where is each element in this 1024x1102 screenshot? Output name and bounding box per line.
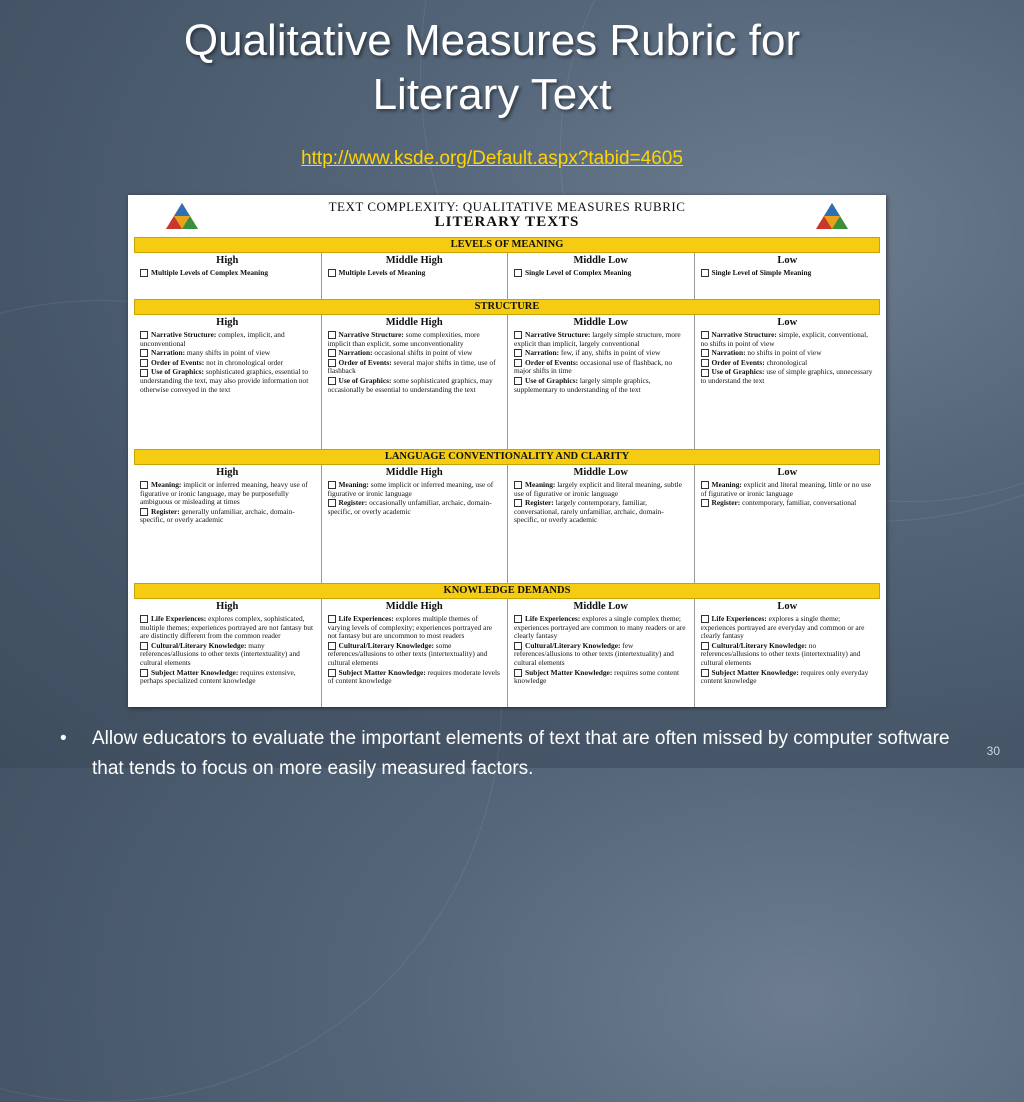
checkbox-icon bbox=[140, 359, 148, 367]
item-label: Register: bbox=[338, 498, 368, 508]
rubric-item bbox=[328, 359, 502, 376]
item-text: explores a single complex theme; experiences portrayed are common to many readers or are clearly fantasy bbox=[514, 615, 686, 641]
rubric-item bbox=[701, 331, 875, 348]
rubric-cell bbox=[701, 331, 875, 449]
rubric-item bbox=[140, 368, 315, 394]
item-text: chronological bbox=[764, 357, 808, 367]
item-label: Life Experiences: bbox=[525, 615, 581, 623]
item-text: many references/allusions to other texts (intertextuality) and cultural elements bbox=[140, 640, 300, 667]
rubric-item bbox=[140, 359, 315, 368]
rubric-cell bbox=[514, 481, 688, 583]
column-header: Low bbox=[777, 601, 798, 612]
rubric-subtitle: LITERARY TEXTS bbox=[434, 214, 580, 230]
item-text: several major shifts in time, use of flashback bbox=[327, 357, 496, 376]
item-text: explores complex, sophisticated, multiple themes; experiences portrayed are not fantasy but are distinctly different from the common reader bbox=[140, 615, 314, 641]
rubric-row bbox=[134, 253, 880, 299]
rubric-column bbox=[134, 465, 321, 583]
item-text: some implicit or inferred meaning, use of figurative or ironic language bbox=[327, 481, 494, 498]
checkbox-icon bbox=[701, 499, 709, 507]
item-label: Meaning: bbox=[711, 481, 742, 489]
item-label: Narration: bbox=[151, 348, 186, 358]
checkbox-icon bbox=[140, 269, 148, 277]
rubric-item bbox=[328, 615, 502, 641]
item-label: Use of Graphics: bbox=[151, 367, 204, 377]
item-label: Order of Events: bbox=[338, 357, 392, 367]
rubric-item bbox=[701, 669, 875, 686]
item-label: Meaning: bbox=[525, 481, 556, 489]
rubric-item bbox=[514, 349, 688, 358]
rubric-header bbox=[128, 195, 886, 237]
item-text: largely explicit and literal meaning, subtle use of figurative or ironic language bbox=[514, 481, 682, 498]
rubric-column bbox=[694, 599, 881, 707]
rubric-item bbox=[328, 499, 502, 516]
slide-title-line2: Literary Text bbox=[372, 70, 612, 119]
rubric-item bbox=[701, 615, 875, 641]
item-label: Life Experiences: bbox=[711, 615, 767, 623]
rubric-column bbox=[694, 315, 881, 449]
triangle-logo-icon bbox=[814, 201, 850, 231]
item-label: Narration: bbox=[525, 348, 560, 358]
item-text: not in chronological order bbox=[204, 357, 284, 367]
rubric-item bbox=[140, 508, 315, 525]
checkbox-icon bbox=[701, 349, 709, 357]
rubric-section bbox=[134, 237, 880, 299]
rubric-item bbox=[701, 359, 875, 368]
rubric-section bbox=[134, 299, 880, 449]
item-label: Subject Matter Knowledge: bbox=[151, 667, 239, 677]
column-header: Middle Low bbox=[573, 601, 629, 612]
rubric-cell bbox=[328, 481, 502, 583]
rubric-item bbox=[328, 331, 502, 348]
item-text: few references/allusions to other texts (intertextuality) and cultural elements bbox=[514, 640, 674, 667]
item-label: Cultural/Literary Knowledge: bbox=[338, 640, 434, 650]
rubric-item bbox=[140, 615, 315, 641]
item-label: Order of Events: bbox=[525, 357, 579, 367]
item-text: occasionally unfamiliar, archaic, domain-specific, or overly academic bbox=[327, 498, 492, 516]
item-label: Order of Events: bbox=[711, 357, 765, 367]
item-text: sophisticated graphics, essential to understanding the text, may also provide information not otherwise conveyed in the text bbox=[140, 367, 309, 394]
bullet-text: Allow educators to evaluate the important elements of text that are often missed by computer software that tends to focus on more easily measured factors. bbox=[92, 728, 950, 779]
rubric-item bbox=[140, 642, 315, 668]
rubric-cell bbox=[140, 481, 315, 583]
rubric-item bbox=[701, 481, 875, 498]
item-text: implicit or inferred meaning, heavy use of figurative or ironic language, may be purposefully ambiguous or misleading at times bbox=[140, 481, 308, 507]
column-header: High bbox=[216, 317, 239, 328]
item-label: Subject Matter Knowledge: bbox=[525, 667, 613, 677]
column-header: Low bbox=[777, 255, 798, 266]
rubric-item bbox=[701, 269, 875, 278]
rubric-item bbox=[514, 481, 688, 498]
rubric-cell bbox=[140, 331, 315, 449]
bullet-item bbox=[60, 724, 960, 784]
rubric-column bbox=[694, 465, 881, 583]
item-text: largely simple structure, more explicit than implicit, largely conventional bbox=[514, 331, 681, 348]
rubric-cell bbox=[514, 615, 688, 707]
item-label: Meaning: bbox=[338, 481, 369, 489]
section-band: LANGUAGE CONVENTIONALITY AND CLARITY bbox=[134, 449, 880, 465]
checkbox-icon bbox=[701, 269, 709, 277]
item-label: Single Level of Complex Meaning bbox=[525, 269, 632, 277]
rubric-item bbox=[701, 368, 875, 385]
item-label: Cultural/Literary Knowledge: bbox=[711, 640, 807, 650]
item-label: Narrative Structure: bbox=[338, 331, 404, 339]
rubric-column bbox=[321, 315, 508, 449]
rubric-row bbox=[134, 599, 880, 707]
item-label: Multiple Levels of Meaning bbox=[338, 269, 426, 277]
rubric-item bbox=[701, 349, 875, 358]
item-label: Life Experiences: bbox=[338, 615, 394, 623]
rubric-cell bbox=[328, 615, 502, 707]
rubric-column bbox=[134, 599, 321, 707]
item-label: Register: bbox=[151, 506, 180, 516]
rubric-column bbox=[134, 315, 321, 449]
rubric-item bbox=[514, 377, 688, 394]
column-header: High bbox=[216, 467, 239, 478]
column-header: High bbox=[216, 255, 239, 266]
rubric-item bbox=[328, 642, 502, 668]
rubric-item bbox=[328, 481, 502, 498]
rubric-column bbox=[321, 465, 508, 583]
item-text: largely contemporary, familiar, conversational, rarely unfamiliar, archaic, domain-specific, or overly academic bbox=[514, 498, 664, 525]
item-text: occasional use of flashback, no major shifts in time bbox=[514, 357, 673, 376]
item-text: some sophisticated graphics, may occasionally be essential to understanding the text bbox=[327, 375, 493, 394]
column-header: Middle Low bbox=[573, 317, 629, 328]
rubric-item bbox=[514, 615, 688, 641]
rubric-item bbox=[701, 642, 875, 668]
item-text: some references/allusions to other texts (intertextuality) and cultural elements bbox=[327, 640, 488, 667]
item-label: Use of Graphics: bbox=[711, 367, 765, 377]
section-band: KNOWLEDGE DEMANDS bbox=[134, 583, 880, 599]
column-header: Middle High bbox=[385, 601, 443, 612]
rubric-body bbox=[128, 237, 886, 707]
rubric-item bbox=[514, 269, 688, 278]
item-label: Narration: bbox=[338, 348, 373, 358]
rubric-item bbox=[328, 669, 502, 686]
item-text: requires extensive, perhaps specialized content knowledge bbox=[140, 667, 296, 686]
item-text: requires some content knowledge bbox=[514, 667, 680, 686]
rubric-item bbox=[328, 377, 502, 394]
rubric-item bbox=[701, 499, 875, 508]
item-text: contemporary, familiar, conversational bbox=[740, 498, 857, 508]
item-text: explores multiple themes of varying levels of complexity; experiences portrayed are not fantasy but are uncommon to most readers bbox=[327, 615, 493, 641]
item-label: Use of Graphics: bbox=[525, 375, 578, 385]
item-text: occasional shifts in point of view bbox=[372, 348, 473, 358]
rubric-row bbox=[134, 315, 880, 449]
rubric-cell bbox=[328, 331, 502, 449]
item-text: largely simple graphics, supplementary to understanding of the text bbox=[514, 375, 651, 394]
rubric-item bbox=[140, 349, 315, 358]
rubric-image bbox=[128, 195, 886, 707]
item-label: Cultural/Literary Knowledge: bbox=[151, 640, 247, 650]
rubric-title: TEXT COMPLEXITY: QUALITATIVE MEASURES RUBRIC bbox=[328, 199, 686, 214]
item-label: Narrative Structure: bbox=[525, 331, 591, 339]
slide-title-line1: Qualitative Measures Rubric for bbox=[183, 16, 801, 65]
checkbox-icon bbox=[701, 359, 709, 367]
checkbox-icon bbox=[514, 269, 522, 277]
rubric-column bbox=[321, 253, 508, 299]
source-link[interactable]: http://www.ksde.org/Default.aspx?tabid=4605 bbox=[301, 148, 683, 169]
column-header: Low bbox=[777, 467, 798, 478]
slide-title bbox=[0, 14, 984, 122]
column-header: Low bbox=[777, 317, 798, 328]
column-header: Middle High bbox=[385, 255, 443, 266]
item-label: Register: bbox=[525, 498, 554, 508]
page-number: 30 bbox=[986, 744, 1000, 758]
item-text: many shifts in point of view bbox=[185, 348, 271, 358]
item-label: Register: bbox=[711, 498, 741, 508]
item-label: Narrative Structure: bbox=[151, 331, 217, 339]
rubric-column bbox=[507, 253, 694, 299]
rubric-item bbox=[140, 669, 315, 686]
rubric-item bbox=[514, 331, 688, 348]
rubric-cell bbox=[140, 615, 315, 707]
rubric-column bbox=[507, 465, 694, 583]
item-text: explicit and literal meaning, little or no use of figurative or ironic language bbox=[700, 481, 871, 498]
rubric-column bbox=[694, 253, 881, 299]
item-label: Single Level of Simple Meaning bbox=[711, 269, 812, 277]
section-band: LEVELS OF MEANING bbox=[134, 237, 880, 253]
item-text: complex, implicit, and unconventional bbox=[140, 331, 285, 348]
item-text: no references/allusions to other texts (intertextuality) and cultural elements bbox=[700, 640, 861, 667]
item-label: Life Experiences: bbox=[151, 615, 207, 623]
item-text: requires moderate levels of content knowledge bbox=[327, 667, 500, 686]
rubric-cell bbox=[701, 615, 875, 707]
rubric-item bbox=[328, 349, 502, 358]
item-text: explores a single theme; experiences portrayed are everyday and common or are clearly fantasy bbox=[700, 615, 865, 641]
column-header: Middle High bbox=[385, 317, 443, 328]
rubric-cell bbox=[140, 269, 315, 299]
rubric-cell bbox=[514, 331, 688, 449]
rubric-column bbox=[507, 599, 694, 707]
rubric-item bbox=[514, 359, 688, 376]
item-text: use of simple graphics, unnecessary to understand the text bbox=[700, 367, 873, 385]
rubric-cell bbox=[701, 269, 875, 299]
item-label: Subject Matter Knowledge: bbox=[711, 667, 799, 677]
item-label: Use of Graphics: bbox=[338, 375, 392, 385]
rubric-cell bbox=[514, 269, 688, 299]
source-link-wrapper bbox=[0, 148, 984, 170]
rubric-cell bbox=[328, 269, 502, 299]
rubric-section bbox=[134, 449, 880, 583]
rubric-cell bbox=[701, 481, 875, 583]
item-label: Cultural/Literary Knowledge: bbox=[525, 640, 621, 650]
rubric-item bbox=[328, 269, 502, 278]
item-text: few, if any, shifts in point of view bbox=[559, 348, 661, 358]
rubric-column bbox=[507, 315, 694, 449]
rubric-item bbox=[140, 481, 315, 507]
item-text: generally unfamiliar, archaic, domain-specific, or overly academic bbox=[140, 506, 295, 525]
checkbox-icon bbox=[140, 349, 148, 357]
checkbox-icon bbox=[514, 349, 522, 357]
rubric-item bbox=[140, 331, 315, 348]
rubric-column bbox=[134, 253, 321, 299]
rubric-item bbox=[514, 642, 688, 668]
item-label: Order of Events: bbox=[151, 357, 205, 367]
rubric-item bbox=[140, 269, 315, 278]
item-label: Narration: bbox=[711, 348, 746, 358]
bullet-dot-icon: • bbox=[60, 728, 67, 749]
checkbox-icon bbox=[328, 349, 336, 357]
column-header: Middle Low bbox=[573, 467, 629, 478]
column-header: Middle Low bbox=[573, 255, 629, 266]
checkbox-icon bbox=[328, 269, 336, 277]
rubric-row bbox=[134, 465, 880, 583]
rubric-item bbox=[514, 499, 688, 525]
item-text: simple, explicit, conventional, no shifts in point of view bbox=[700, 331, 868, 348]
rubric-item bbox=[514, 669, 688, 686]
item-label: Subject Matter Knowledge: bbox=[338, 667, 426, 677]
item-text: no shifts in point of view bbox=[745, 348, 822, 358]
rubric-section bbox=[134, 583, 880, 707]
column-header: High bbox=[216, 601, 239, 612]
item-text: some complexities, more implicit than explicit, some unconventionality bbox=[327, 331, 480, 348]
item-label: Multiple Levels of Complex Meaning bbox=[151, 269, 269, 277]
item-text: requires only everyday content knowledge bbox=[700, 667, 869, 686]
item-label: Narrative Structure: bbox=[711, 331, 777, 339]
rubric-column bbox=[321, 599, 508, 707]
item-label: Meaning: bbox=[151, 481, 182, 489]
column-header: Middle High bbox=[385, 467, 443, 478]
section-band: STRUCTURE bbox=[134, 299, 880, 315]
